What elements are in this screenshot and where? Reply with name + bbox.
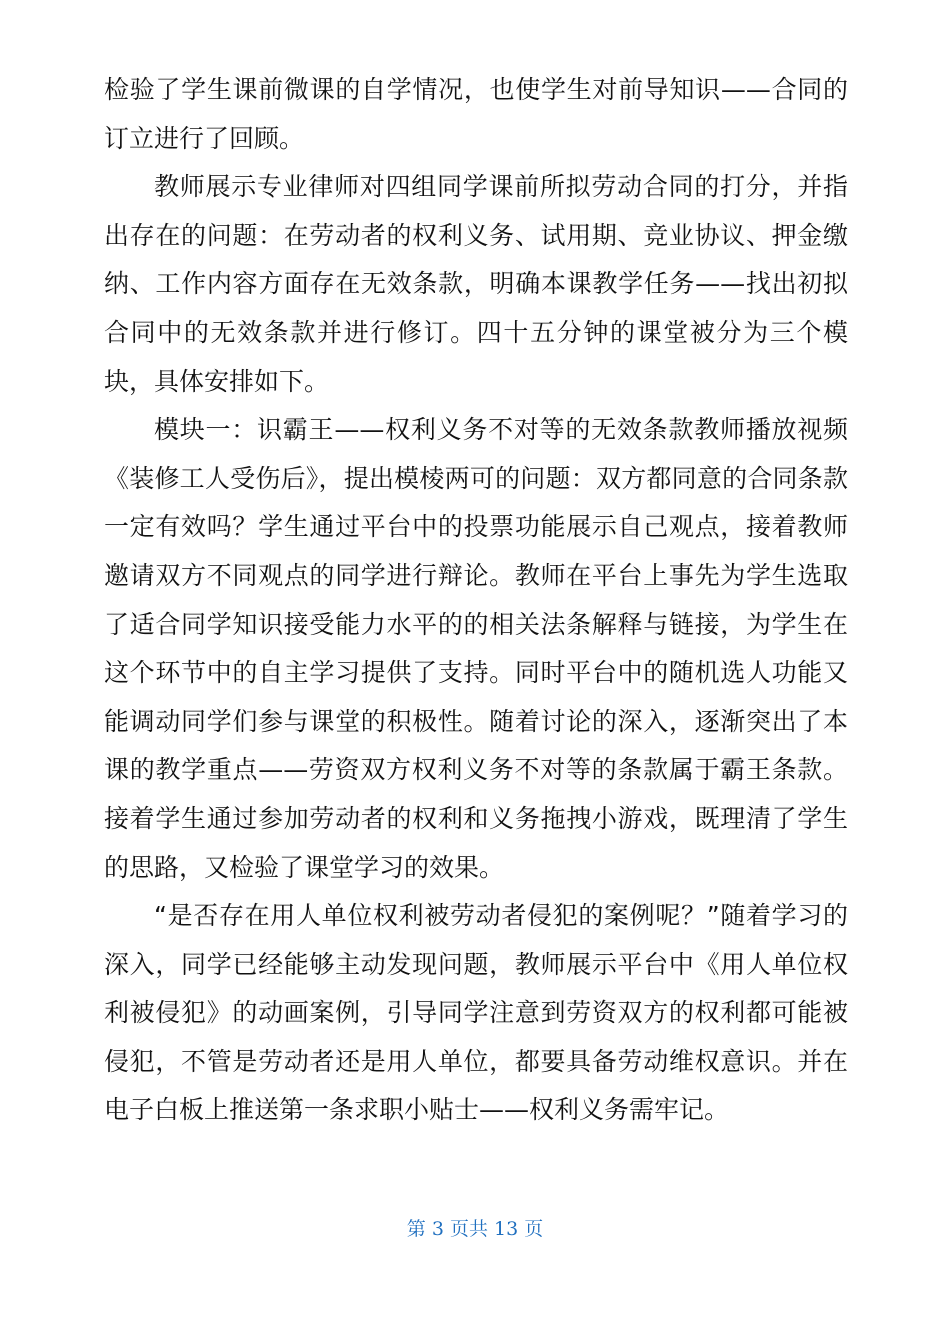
- page-number-footer: 第 3 页共 13 页: [406, 1218, 544, 1240]
- document-body: [104, 66, 848, 1135]
- paragraph-1: 检验了学生课前微课的自学情况，也使学生对前导知识——合同的订立进行了回顾。: [104, 75, 848, 153]
- paragraph-3: 模块一：识霸王——权利义务不对等的无效条款教师播放视频《装修工人受伤后》，提出模棱两可的问题：双方都同意的合同条款一定有效吗？学生通过平台中的投票功能展示自己观点，接着教师邀请双方不同观点的同学进行辩论。教师在平台上事先为学生选取了适合同学知识接受能力水平的的相关法条解释与链接，为学生在这个环节中的自主学习提供了支持。同时平台中的随机选人功能又能调动同学们参与课堂的积极性。随着讨论的深入，逐渐突出了本课的教学重点——劳资双方权利义务不对等的条款属于霸王条款。接着学生通过参加劳动者的权利和义务拖拽小游戏，既理清了学生的思路，又检验了课堂学习的效果。: [104, 415, 848, 882]
- paragraph-4: “是否存在用人单位权利被劳动者侵犯的案例呢？”随着学习的深入，同学已经能够主动发现问题，教师展示平台中《用人单位权利被侵犯》的动画案例，引导同学注意到劳资双方的权利都可能被侵犯，不管是劳动者还是用人单位，都要具备劳动维权意识。并在电子白板上推送第一条求职小贴士——权利义务需牢记。: [104, 901, 848, 1125]
- paragraph-2: 教师展示专业律师对四组同学课前所拟劳动合同的打分，并指出存在的问题：在劳动者的权利义务、试用期、竞业协议、押金缴纳、工作内容方面存在无效条款，明确本课教学任务——找出初拟合同中的无效条款并进行修订。四十五分钟的课堂被分为三个模块，具体安排如下。: [104, 172, 848, 396]
